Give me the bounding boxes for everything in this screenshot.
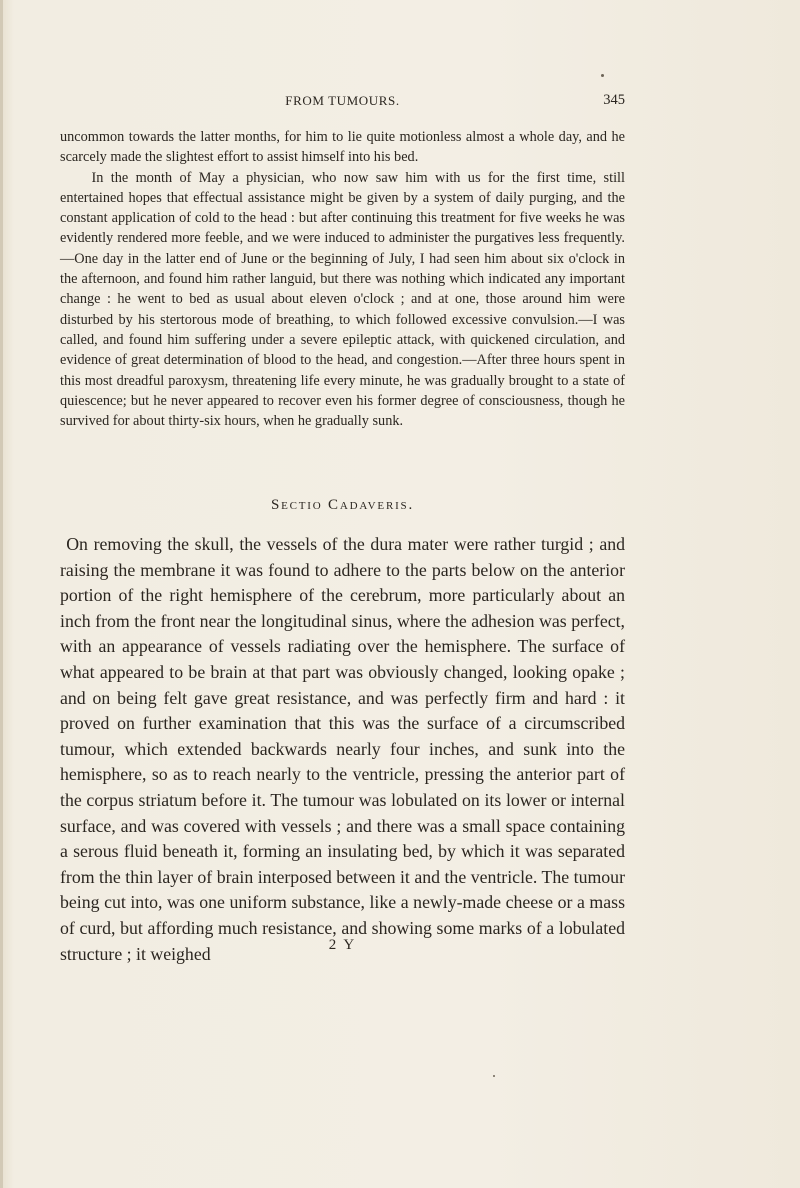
section-heading-text: Sectio Cadaveris. (270, 497, 415, 513)
case-history-text (60, 127, 625, 431)
page-edge (0, 0, 3, 1188)
section-heading (60, 497, 625, 514)
paragraph-continuation: uncommon towards the latter months, for him to lie quite motionless almost a whole day, and he scarcely made the slightest effort to assist himself into his bed. (60, 129, 625, 166)
page-number: 345 (603, 92, 625, 108)
autopsy-text (60, 532, 625, 967)
paragraph-autopsy: On removing the skull, the vessels of the dura mater were rather turgid ; and raising the membrane it was found to adhere to the parts below on the anterior portion of the right hemisphere of the cerebrum, more particularly about an inch from the front near the longitudinal sinus, where the adhesion was perfect, with an appearance of vessels radiating over the hemisphere. The surface of what appeared to be brain at that part was obviously changed, looking opake ; and on being felt gave great resistance, and was perfectly firm and hard : it proved on further examination that this was the surface of a circumscribed tumour, which extended backwards nearly four inches, and sunk into the hemisphere, so as to reach nearly to the ventricle, pressing the anterior part of the corpus striatum before it. The tumour was lobulated on its lower or internal surface, and was covered with vessels ; and there was a small space containing a serous fluid beneath it, forming an insulating bed, by which it was separated from the thin layer of brain interposed between it and the ventricle. The tumour being cut into, was one uniform substance, like a newly-made cheese or a mass of curd, but affording much resistance, and showing some marks of a lobulated structure ; it weighed (60, 534, 625, 964)
running-head (60, 92, 625, 112)
signature-mark: 2 Y (328, 937, 357, 953)
paragraph-treatment: In the month of May a physician, who now saw him with us for the first time, still entertained hopes that effectual assistance might be given by a system of daily purging, and the constant application of cold to the head : but after continuing this treatment for five weeks he was evidently rendered more feeble, and we were induced to administer the purgatives less frequently.—One day in the latter end of June or the beginning of July, I had seen him about six o'clock in the afternoon, and found him rather languid, but there was nothing which indicated any important change : he went to bed as usual about eleven o'clock ; and at one, those around him were disturbed by his stertorous mode of breathing, to which followed excessive convulsion.—I was called, and found him suffering under a severe epileptic attack, with quickened circulation, and evidence of great determination of blood to the head, and congestion.—After three hours spent in this most dreadful paroxysm, threatening life every minute, he was gradually brought to a state of quiescence; but he never appeared to recover even his former degree of consciousness, though he survived for about thirty-six hours, when he gradually sunk. (60, 169, 625, 430)
running-head-title: FROM TUMOURS. (285, 93, 400, 108)
paper-speck (601, 74, 604, 77)
paper-speck (493, 1075, 495, 1077)
